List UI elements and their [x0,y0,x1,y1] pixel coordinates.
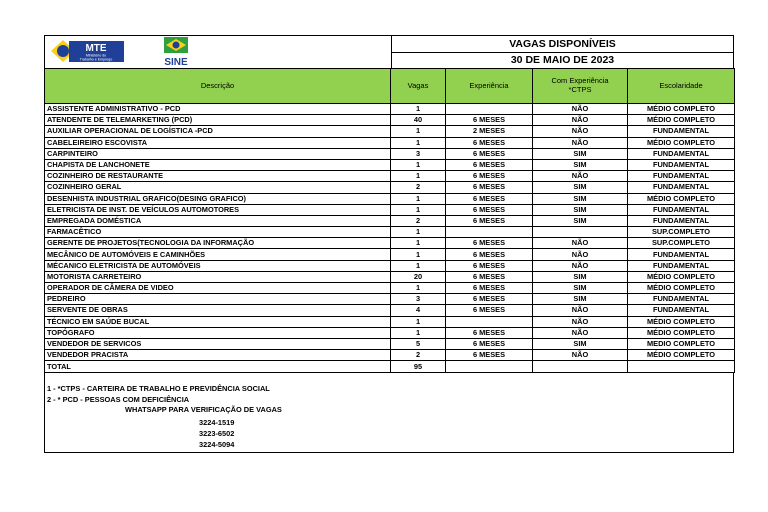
whatsapp-label: WHATSAPP PARA VERIFICAÇÃO DE VAGAS [125,405,282,415]
cell-vagas: 1 [391,260,446,271]
cell-vagas: 1 [391,283,446,294]
cell-escolaridade: MÉDIO COMPLETO [628,283,735,294]
col-escolaridade: Escolaridade [628,69,735,104]
table-row [45,260,735,271]
table-row [45,249,735,260]
cell-escolaridade: MÉDIO COMPLETO [628,327,735,338]
cell-experiencia: 6 MESES [446,137,533,148]
cell-vagas: 5 [391,338,446,349]
cell-descricao: CARPINTEIRO [45,148,391,159]
total-empty-cell [446,361,533,373]
cell-descricao: ATENDENTE DE TELEMARKETING (PCD) [45,115,391,126]
cell-ctps: NÃO [533,238,628,249]
cell-escolaridade: SUP.COMPLETO [628,227,735,238]
cell-experiencia: 6 MESES [446,327,533,338]
col-vagas: Vagas [391,69,446,104]
phone-number: 3224-5094 [199,440,235,450]
table-row [45,193,735,204]
cell-vagas: 1 [391,193,446,204]
table-row [45,327,735,338]
table-row [45,215,735,226]
cell-ctps: NÃO [533,260,628,271]
table-row [45,171,735,182]
note-pcd: 2 - * PCD - PESSOAS COM DEFICIÊNCIA [47,395,190,405]
cell-experiencia: 6 MESES [446,305,533,316]
cell-descricao: EMPREGADA DOMÉSTICA [45,215,391,226]
cell-ctps: SIM [533,204,628,215]
cell-experiencia [446,104,533,115]
table-row [45,316,735,327]
cell-vagas: 20 [391,271,446,282]
cell-experiencia: 6 MESES [446,271,533,282]
cell-escolaridade: MÉDIO COMPLETO [628,137,735,148]
jobs-table [44,68,735,373]
mte-logo-subtitle-2: Trabalho e Emprego [79,57,113,62]
cell-descricao: VENDEDOR DE SERVICOS [45,338,391,349]
cell-experiencia: 2 MESES [446,126,533,137]
cell-ctps: SIM [533,338,628,349]
cell-escolaridade: FUNDAMENTAL [628,182,735,193]
cell-experiencia [446,227,533,238]
cell-experiencia: 6 MESES [446,260,533,271]
col-com-experiencia-line2: *CTPS [568,85,592,94]
table-row [45,305,735,316]
cell-vagas: 1 [391,159,446,170]
cell-vagas: 2 [391,350,446,361]
cell-descricao: TÉCNICO EM SAÚDE BUCAL [45,316,391,327]
table-row [45,104,735,115]
cell-experiencia: 6 MESES [446,148,533,159]
cell-escolaridade: FUNDAMENTAL [628,294,735,305]
cell-experiencia: 6 MESES [446,115,533,126]
cell-experiencia: 6 MESES [446,249,533,260]
cell-escolaridade: SUP.COMPLETO [628,238,735,249]
cell-ctps: NÃO [533,316,628,327]
note-ctps: 1 - *CTPS - CARTEIRA DE TRABALHO E PREVIDÊNCIA SOCIAL [47,384,270,394]
col-descricao: Descrição [45,69,391,104]
table-row [45,338,735,349]
cell-descricao: TOPÓGRAFO [45,327,391,338]
cell-escolaridade: FUNDAMENTAL [628,249,735,260]
cell-escolaridade: FUNDAMENTAL [628,148,735,159]
sine-logo [156,37,196,67]
cell-vagas: 1 [391,227,446,238]
cell-vagas: 1 [391,238,446,249]
cell-ctps: SIM [533,148,628,159]
cell-descricao: SERVENTE DE OBRAS [45,305,391,316]
cell-descricao: PEDREIRO [45,294,391,305]
table-row [45,182,735,193]
cell-ctps: NÃO [533,350,628,361]
cell-experiencia: 6 MESES [446,182,533,193]
cell-descricao: DESENHISTA INDUSTRIAL GRAFICO(DESING GRAFICO) [45,193,391,204]
cell-ctps: SIM [533,193,628,204]
table-header-row [45,69,735,104]
cell-vagas: 1 [391,137,446,148]
cell-escolaridade: FUNDAMENTAL [628,204,735,215]
table-row [45,271,735,282]
mte-logo-text: MTE [85,43,107,54]
cell-ctps: SIM [533,182,628,193]
cell-experiencia: 6 MESES [446,171,533,182]
sine-logo-text: SINE [164,57,188,67]
cell-ctps: NÃO [533,171,628,182]
total-label: TOTAL [45,361,391,373]
table-row [45,204,735,215]
cell-escolaridade: FUNDAMENTAL [628,126,735,137]
total-value: 95 [391,361,446,373]
cell-ctps: SIM [533,159,628,170]
cell-descricao: GERENTE DE PROJETOS(TECNOLOGIA DA INFORMAÇÃO [45,238,391,249]
cell-vagas: 3 [391,294,446,305]
cell-escolaridade: MÉDIO COMPLETO [628,316,735,327]
cell-descricao: ELETRICISTA DE INST. DE VEÍCULOS AUTOMOTORES [45,204,391,215]
cell-escolaridade: MÉDIO COMPLETO [628,104,735,115]
phone-number: 3224-1519 [199,418,235,428]
cell-ctps: SIM [533,283,628,294]
table-row [45,137,735,148]
table-row [45,148,735,159]
table-row [45,350,735,361]
cell-experiencia: 6 MESES [446,294,533,305]
cell-descricao: MÉCANICO ELETRICISTA DE AUTOMÓVEIS [45,260,391,271]
page-date: 30 DE MAIO DE 2023 [392,52,733,69]
cell-descricao: AUXILIAR OPERACIONAL DE LOGÍSTICA -PCD [45,126,391,137]
cell-descricao: MOTORISTA CARRETEIRO [45,271,391,282]
cell-descricao: FARMACÊTICO [45,227,391,238]
cell-ctps [533,227,628,238]
cell-vagas: 1 [391,249,446,260]
cell-escolaridade: FUNDAMENTAL [628,159,735,170]
col-com-experiencia-line1: Com Experiência [551,76,609,86]
table-row [45,227,735,238]
sheet-header [44,35,734,68]
total-empty-cell [628,361,735,373]
cell-experiencia: 6 MESES [446,204,533,215]
cell-vagas: 4 [391,305,446,316]
cell-escolaridade: MÉDIO COMPLETO [628,350,735,361]
cell-vagas: 3 [391,148,446,159]
table-row [45,283,735,294]
title-block [391,36,733,68]
cell-ctps: NÃO [533,249,628,260]
cell-ctps: NÃO [533,137,628,148]
cell-escolaridade: FUNDAMENTAL [628,215,735,226]
table-row [45,126,735,137]
table-row [45,238,735,249]
table-row [45,159,735,170]
col-experiencia: Experiência [446,69,533,104]
cell-vagas: 1 [391,327,446,338]
cell-ctps: SIM [533,271,628,282]
cell-descricao: CHAPISTA DE LANCHONETE [45,159,391,170]
cell-vagas: 1 [391,204,446,215]
table-row [45,294,735,305]
cell-escolaridade: FUNDAMENTAL [628,260,735,271]
cell-vagas: 1 [391,104,446,115]
cell-escolaridade: FUNDAMENTAL [628,171,735,182]
mte-logo-subtitle-1: Ministério do [85,53,107,58]
cell-ctps: NÃO [533,305,628,316]
logo-area [45,36,391,68]
cell-experiencia: 6 MESES [446,159,533,170]
cell-escolaridade: FUNDAMENTAL [628,305,735,316]
notes-box [44,373,734,453]
cell-ctps: NÃO [533,115,628,126]
cell-ctps: NÃO [533,104,628,115]
cell-escolaridade: MÉDIO COMPLETO [628,193,735,204]
col-com-experiencia [533,69,628,104]
cell-experiencia: 6 MESES [446,338,533,349]
cell-vagas: 1 [391,171,446,182]
mte-logo [49,38,125,64]
cell-descricao: COZINHEIRO DE RESTAURANTE [45,171,391,182]
cell-ctps: SIM [533,215,628,226]
cell-escolaridade: MÉDIO COMPLETO [628,271,735,282]
cell-ctps: NÃO [533,126,628,137]
cell-descricao: COZINHEIRO GERAL [45,182,391,193]
cell-experiencia: 6 MESES [446,238,533,249]
cell-ctps: NÃO [533,327,628,338]
cell-descricao: OPERADOR DE CÂMERA DE VIDEO [45,283,391,294]
cell-vagas: 40 [391,115,446,126]
cell-ctps: SIM [533,294,628,305]
cell-vagas: 1 [391,126,446,137]
cell-escolaridade: MÉDIO COMPLETO [628,115,735,126]
total-empty-cell [533,361,628,373]
cell-descricao: MECÂNICO DE AUTOMÓVEIS E CAMINHÕES [45,249,391,260]
cell-experiencia: 6 MESES [446,283,533,294]
cell-experiencia: 6 MESES [446,350,533,361]
job-sheet [44,35,734,453]
cell-descricao: CABELEIREIRO ESCOVISTA [45,137,391,148]
total-row [45,361,735,373]
cell-experiencia: 6 MESES [446,193,533,204]
cell-vagas: 1 [391,316,446,327]
phone-number: 3223-6502 [199,429,235,439]
cell-experiencia: 6 MESES [446,215,533,226]
page-title: VAGAS DISPONÍVEIS [509,37,616,50]
cell-descricao: VENDEDOR PRACISTA [45,350,391,361]
cell-vagas: 2 [391,182,446,193]
cell-descricao: ASSISTENTE ADMINISTRATIVO - PCD [45,104,391,115]
cell-experiencia [446,316,533,327]
cell-vagas: 2 [391,215,446,226]
table-row [45,115,735,126]
cell-escolaridade: MEDIO COMPLETO [628,338,735,349]
